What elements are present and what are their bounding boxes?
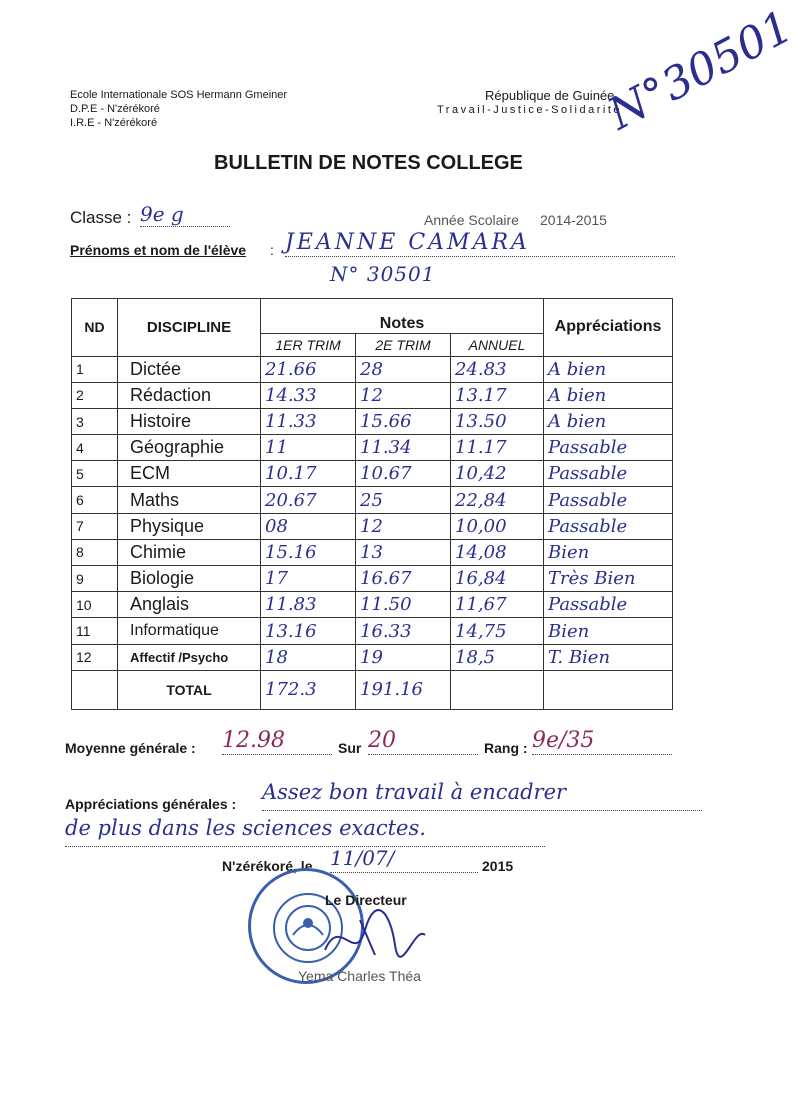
trim2-cell: 16.33 xyxy=(356,618,451,644)
appreciations-line1: Assez bon travail à encadrer xyxy=(262,780,702,811)
grade-row xyxy=(72,382,673,408)
appreciation-cell: Passable xyxy=(544,592,673,618)
rang-value: 9e/35 xyxy=(532,728,672,755)
eleve-label: Prénoms et nom de l'élève xyxy=(70,242,247,258)
appreciations-label: Appréciations générales : xyxy=(65,796,237,812)
annee-label: Année Scolaire xyxy=(424,212,519,228)
directeur-label: Le Directeur xyxy=(325,892,407,908)
appreciation-cell: Passable xyxy=(544,461,673,487)
grade-row xyxy=(72,618,673,644)
trim2-cell: 15.66 xyxy=(356,408,451,434)
trim2-cell: 11.34 xyxy=(356,435,451,461)
annuel-cell: 11.17 xyxy=(451,435,544,461)
grade-row xyxy=(72,566,673,592)
discipline-cell: Géographie xyxy=(118,435,261,461)
classe-value: 9e g xyxy=(140,202,230,227)
header-trim2: 2E TRIM xyxy=(356,333,451,356)
discipline-cell: Chimie xyxy=(118,539,261,565)
grade-row xyxy=(72,356,673,382)
annuel-cell: 18,5 xyxy=(451,644,544,670)
header-annuel: ANNUEL xyxy=(451,333,544,356)
classe-label: Classe : xyxy=(70,208,132,227)
nd-cell: 12 xyxy=(72,644,118,670)
annee-value: 2014-2015 xyxy=(540,212,607,228)
annuel-cell: 22,84 xyxy=(451,487,544,513)
nd-cell: 11 xyxy=(72,618,118,644)
nd-cell: 1 xyxy=(72,356,118,382)
trim2-cell: 10.67 xyxy=(356,461,451,487)
total-row xyxy=(72,670,673,709)
trim1-cell: 21.66 xyxy=(261,356,356,382)
header-appreciations: Appréciations xyxy=(544,299,673,357)
annuel-cell: 11,67 xyxy=(451,592,544,618)
directeur-name: Yema Charles Théa xyxy=(298,968,421,984)
appreciation-cell: T. Bien xyxy=(544,644,673,670)
grade-row xyxy=(72,644,673,670)
annuel-cell: 14,75 xyxy=(451,618,544,644)
trim1-cell: 13.16 xyxy=(261,618,356,644)
eleve-name: JEANNE CAMARA xyxy=(285,230,675,257)
annuel-cell: 24.83 xyxy=(451,356,544,382)
annuel-cell: 13.50 xyxy=(451,408,544,434)
grade-row xyxy=(72,461,673,487)
trim1-cell: 11 xyxy=(261,435,356,461)
page-title: BULLETIN DE NOTES COLLEGE xyxy=(214,152,523,174)
trim2-cell: 25 xyxy=(356,487,451,513)
discipline-cell: Affectif /Psycho xyxy=(118,644,261,670)
date-value: 11/07/ xyxy=(330,846,478,873)
serial-stamp: N°30501 xyxy=(600,0,801,141)
country-name: République de Guinée xyxy=(485,88,615,103)
discipline-cell: Informatique xyxy=(118,618,261,644)
header-nd: ND xyxy=(72,299,118,357)
discipline-cell: Histoire xyxy=(118,408,261,434)
signature-icon xyxy=(320,905,430,965)
school-name: Ecole Internationale SOS Hermann Gmeiner xyxy=(70,89,288,101)
appreciations-line2: de plus dans les sciences exactes. xyxy=(65,816,545,847)
grade-row xyxy=(72,592,673,618)
trim1-cell: 11.33 xyxy=(261,408,356,434)
discipline-cell: Biologie xyxy=(118,566,261,592)
nd-cell: 6 xyxy=(72,487,118,513)
annuel-cell: 10,42 xyxy=(451,461,544,487)
nd-cell: 3 xyxy=(72,408,118,434)
discipline-cell: Rédaction xyxy=(118,382,261,408)
lieu-label: N'zérékoré, le xyxy=(222,858,313,874)
annuel-cell: 10,00 xyxy=(451,513,544,539)
appreciation-cell: A bien xyxy=(544,382,673,408)
grade-row xyxy=(72,513,673,539)
appreciation-cell: Bien xyxy=(544,618,673,644)
nd-cell: 7 xyxy=(72,513,118,539)
discipline-cell: Dictée xyxy=(118,356,261,382)
discipline-cell: Maths xyxy=(118,487,261,513)
header-notes: Notes xyxy=(261,299,544,334)
nd-cell: 10 xyxy=(72,592,118,618)
appreciation-cell: Passable xyxy=(544,435,673,461)
discipline-cell: Physique xyxy=(118,513,261,539)
annuel-cell: 14,08 xyxy=(451,539,544,565)
trim2-cell: 16.67 xyxy=(356,566,451,592)
trim2-cell: 12 xyxy=(356,513,451,539)
moyenne-label: Moyenne générale : xyxy=(65,740,196,756)
grade-row xyxy=(72,487,673,513)
grade-row xyxy=(72,408,673,434)
trim1-cell: 08 xyxy=(261,513,356,539)
trim1-cell: 14.33 xyxy=(261,382,356,408)
total-t1: 172.3 xyxy=(261,670,356,709)
annuel-cell: 13.17 xyxy=(451,382,544,408)
trim1-cell: 11.83 xyxy=(261,592,356,618)
country-motto: Travail-Justice-Solidarité xyxy=(437,104,623,116)
nd-cell: 8 xyxy=(72,539,118,565)
annuel-cell: 16,84 xyxy=(451,566,544,592)
appreciation-cell: Passable xyxy=(544,513,673,539)
school-dpe: D.P.E - N'zérékoré xyxy=(70,103,160,115)
grade-row xyxy=(72,539,673,565)
trim2-cell: 13 xyxy=(356,539,451,565)
header-discipline: DISCIPLINE xyxy=(118,299,261,357)
sur-label: Sur xyxy=(338,740,362,756)
trim2-cell: 12 xyxy=(356,382,451,408)
appreciation-cell: Bien xyxy=(544,539,673,565)
nd-cell: 5 xyxy=(72,461,118,487)
eleve-number: N° 30501 xyxy=(330,262,436,286)
nd-cell: 4 xyxy=(72,435,118,461)
trim1-cell: 20.67 xyxy=(261,487,356,513)
rang-label: Rang : xyxy=(484,740,528,756)
trim1-cell: 17 xyxy=(261,566,356,592)
appreciation-cell: A bien xyxy=(544,356,673,382)
appreciation-cell: Très Bien xyxy=(544,566,673,592)
total-t2: 191.16 xyxy=(356,670,451,709)
moyenne-value: 12.98 xyxy=(222,728,332,755)
trim2-cell: 11.50 xyxy=(356,592,451,618)
trim1-cell: 18 xyxy=(261,644,356,670)
grades-table xyxy=(71,298,673,710)
school-ire: I.R.E - N'zérékoré xyxy=(70,117,158,129)
total-label: TOTAL xyxy=(118,670,261,709)
header-trim1: 1ER TRIM xyxy=(261,333,356,356)
grade-row xyxy=(72,435,673,461)
trim1-cell: 10.17 xyxy=(261,461,356,487)
trim2-cell: 19 xyxy=(356,644,451,670)
year-value: 2015 xyxy=(482,858,514,874)
appreciation-cell: Passable xyxy=(544,487,673,513)
discipline-cell: ECM xyxy=(118,461,261,487)
discipline-cell: Anglais xyxy=(118,592,261,618)
nd-cell: 9 xyxy=(72,566,118,592)
appreciation-cell: A bien xyxy=(544,408,673,434)
nd-cell: 2 xyxy=(72,382,118,408)
sur-value: 20 xyxy=(368,728,478,755)
trim1-cell: 15.16 xyxy=(261,539,356,565)
trim2-cell: 28 xyxy=(356,356,451,382)
